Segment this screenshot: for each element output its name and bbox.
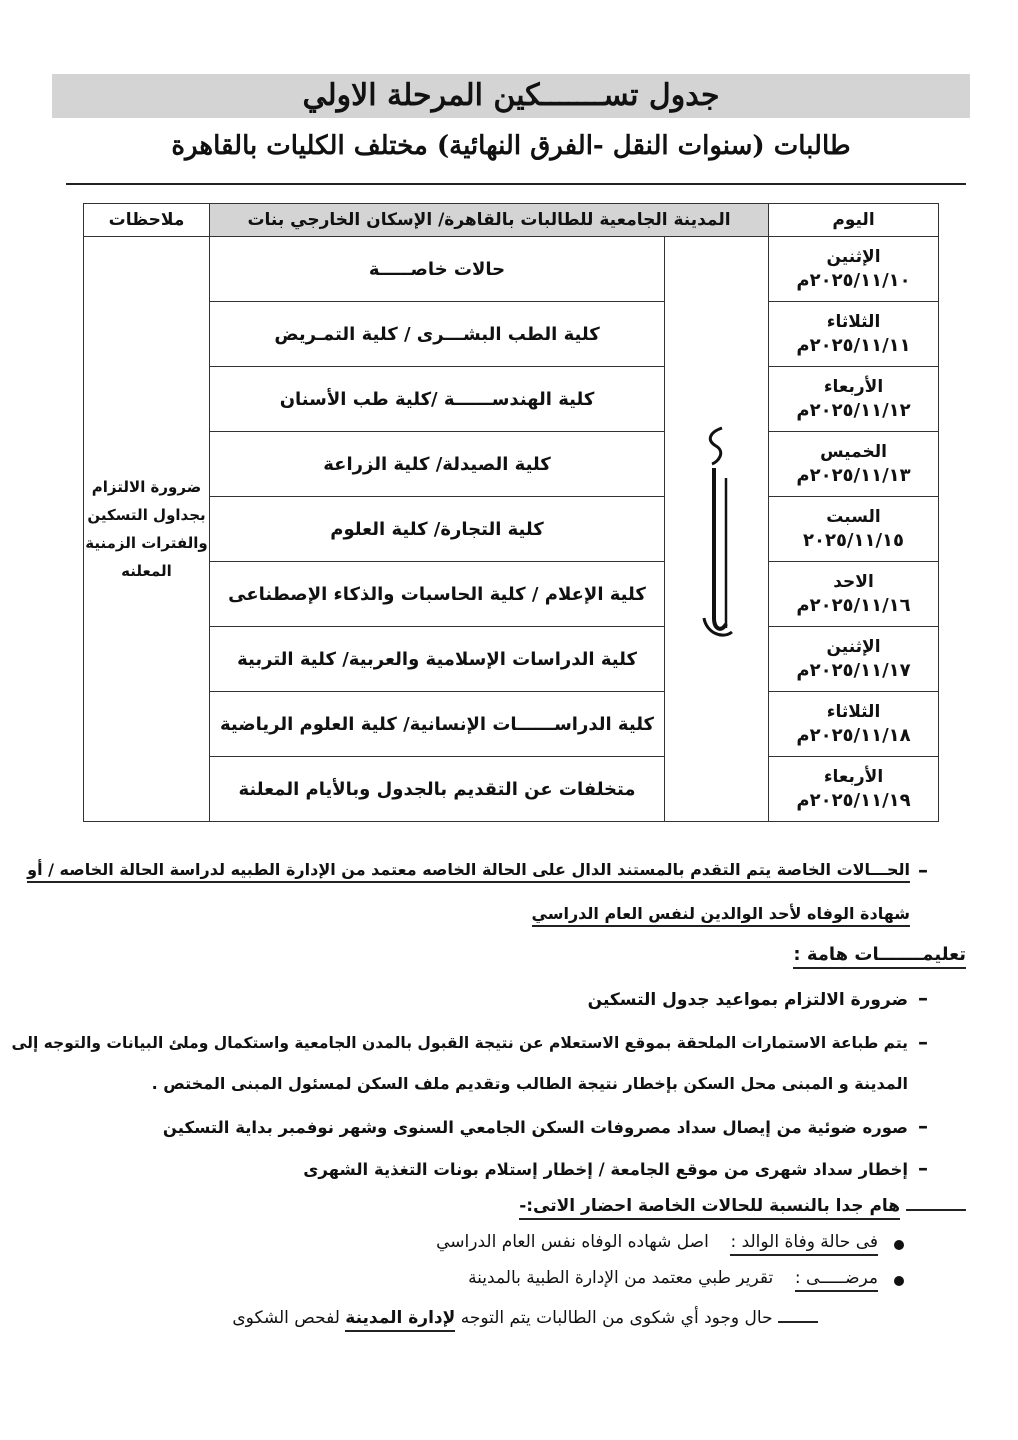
instruction-item: ضرورة الالتزام بمواعيد جدول التسكين — [587, 990, 908, 1010]
complaint-text-end: لفحص الشكوى — [232, 1308, 340, 1328]
day-name: الثلاثاء — [826, 702, 881, 722]
college-cell: كلية الطب البشـــرى / كلية التمـريض — [210, 302, 665, 367]
day-name: السبت — [826, 507, 881, 527]
bullet-dot — [894, 1276, 904, 1286]
table-row — [84, 432, 939, 497]
instruction-item-continued: المدينة و المبنى محل السكن بإخطار نتيجة الطالب وتقديم ملف السكن لمسئول المبنى المختص . — [151, 1074, 908, 1093]
day-name: الاحد — [833, 572, 874, 592]
special-cases-line1: الحـــالات الخاصة يتم التقدم بالمستند الدال على الحالة الخاصه معتمد من الإدارة الطبيه لدراسة الحالة الخاصه / أو — [27, 860, 910, 883]
table-row — [84, 757, 939, 822]
table-row — [84, 367, 939, 432]
header-divider — [66, 183, 966, 185]
dash-bullet: – — [918, 1156, 928, 1180]
page-subtitle: طالبات (سنوات النقل -الفرق النهائية) مختلف الكليات بالقاهرة — [171, 131, 851, 161]
day-name: الثلاثاء — [826, 312, 881, 332]
table-row — [84, 497, 939, 562]
college-cell: كلية الدراسات الإسلامية والعربية/ كلية التربية — [210, 627, 665, 692]
day-name: الأربعاء — [823, 767, 884, 787]
day-name: الإثنين — [826, 247, 881, 267]
complaint-text: حال وجود أي شكوى من الطالبات يتم التوجه — [460, 1308, 773, 1328]
day-date: ٢٠٢٥/١١/١١م — [796, 335, 911, 356]
notes-cell: ضرورة الالتزام بجداول التسكين والفترات الزمنية المعلنه — [84, 237, 210, 822]
complaint-highlight: لإدارة المدينة — [345, 1308, 455, 1332]
requirement-label: فى حالة وفاة الوالد : — [730, 1232, 878, 1256]
requirement-value: اصل شهاده الوفاه نفس العام الدراسي — [436, 1232, 709, 1252]
college-cell: كلية الدراســــــات الإنسانية/ كلية العلوم الرياضية — [210, 692, 665, 757]
day-name: الخميس — [820, 442, 887, 462]
table-row — [84, 302, 939, 367]
instruction-item: إخطار سداد شهرى من موقع الجامعة / إخطار إستلام بونات التغذية الشهرى — [303, 1160, 908, 1179]
instructions-heading: تعليمـــــــات هامة : — [793, 944, 966, 969]
college-cell: كلية الصيدلة/ كلية الزراعة — [210, 432, 665, 497]
instruction-item: صوره ضوئية من إيصال سداد مصروفات السكن الجامعي السنوى وشهر نوفمبر بداية التسكين — [162, 1118, 908, 1137]
header-main: المدينة الجامعية للطالبات بالقاهرة/ الإسكان الخارجي بنات — [210, 204, 769, 237]
dash-bullet: – — [918, 1114, 928, 1138]
table-row — [84, 627, 939, 692]
day-date: ٢٠٢٥/١١/١٦م — [796, 595, 911, 616]
day-date: ٢٠٢٥/١١/١٨م — [796, 725, 911, 746]
dash-bullet: – — [918, 1030, 928, 1054]
day-name: الأربعاء — [823, 377, 884, 397]
dash-bullet: – — [918, 858, 928, 882]
college-cell: كلية الهندســــــة /كلية طب الأسنان — [210, 367, 665, 432]
day-date: ٢٠٢٥/١١/١٧م — [796, 660, 911, 681]
dash-bullet: – — [918, 986, 928, 1010]
schedule-table — [83, 203, 939, 822]
college-cell: كلية الإعلام / كلية الحاسبات والذكاء الإصطناعى — [210, 562, 665, 627]
requirement-value: تقرير طبي معتمد من الإدارة الطبية بالمدينة — [468, 1268, 774, 1288]
requirement-label: مرضـــــى : — [795, 1268, 878, 1292]
day-date: ٢٠٢٥/١١/١٩م — [796, 790, 911, 811]
bullet-dot — [894, 1240, 904, 1250]
header-notes: ملاحظات — [84, 204, 210, 237]
special-requirements-heading: هام جدا بالنسبة للحالات الخاصة احضار الاتى:- — [519, 1196, 900, 1220]
day-name: الإثنين — [826, 637, 881, 657]
day-date: ٢٠٢٥/١١/١٣م — [796, 465, 911, 486]
table-row — [84, 237, 939, 302]
header-day: اليوم — [769, 204, 939, 237]
day-date: ٢٠٢٥/١١/١٠م — [796, 270, 911, 291]
day-date: ٢٠٢٥/١١/١٥ — [802, 530, 905, 551]
handwritten-mark — [692, 418, 742, 648]
college-cell: متخلفات عن التقديم بالجدول وبالأيام المعلنة — [210, 757, 665, 822]
table-row — [84, 692, 939, 757]
special-cases-line2: شهادة الوفاه لأحد الوالدين لنفس العام الدراسي — [532, 904, 910, 927]
college-cell: حالات خاصـــــة — [210, 237, 665, 302]
instruction-item: يتم طباعة الاستمارات الملحقة بموقع الاستعلام عن نتيجة القبول بالمدن الجامعية واستكمال وملئ البيانات والتوجه إلى — [11, 1034, 908, 1052]
college-cell: كلية التجارة/ كلية العلوم — [210, 497, 665, 562]
page-title: جدول تســـــــكين المرحلة الاولي — [302, 78, 720, 113]
table-row — [84, 562, 939, 627]
day-date: ٢٠٢٥/١١/١٢م — [796, 400, 911, 421]
